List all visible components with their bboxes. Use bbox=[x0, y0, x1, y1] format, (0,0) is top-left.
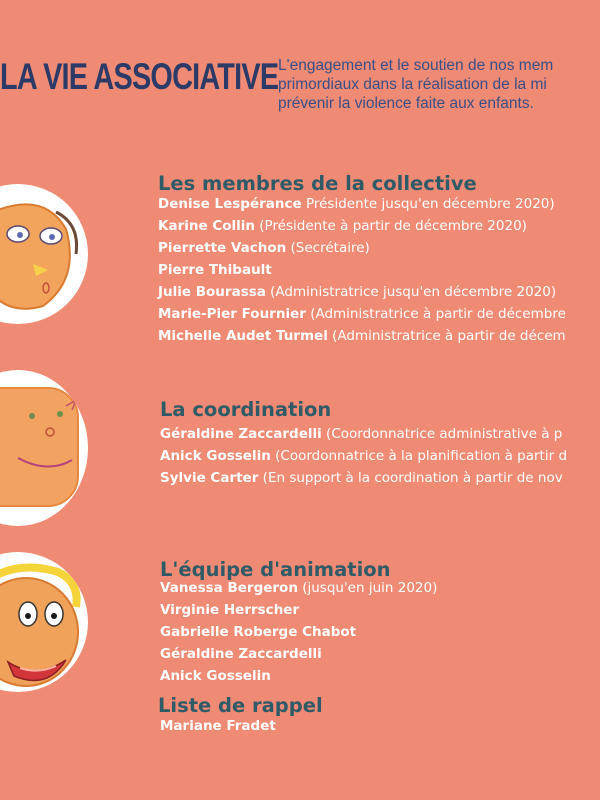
member-name: Virginie Herrscher bbox=[160, 602, 300, 618]
member-name: Julie Bourassa bbox=[158, 284, 266, 300]
list-item bbox=[160, 577, 437, 599]
list-item bbox=[158, 325, 566, 347]
intro-text bbox=[278, 56, 600, 113]
face-drawing-3-svg bbox=[0, 552, 88, 692]
member-name: Sylvie Carter bbox=[160, 470, 259, 486]
section-coordination bbox=[160, 398, 567, 489]
face-drawing-1-svg bbox=[0, 184, 88, 324]
member-role: Présidente jusqu'en décembre 2020) bbox=[301, 196, 555, 212]
list-item bbox=[160, 423, 567, 445]
child-drawing-face-2 bbox=[0, 370, 88, 526]
list-item bbox=[160, 715, 323, 737]
child-drawing-face-1 bbox=[0, 184, 88, 324]
member-role: (Présidente à partir de décembre 2020) bbox=[255, 218, 527, 234]
list-item bbox=[160, 665, 437, 687]
member-name: Marie-Pier Fournier bbox=[158, 306, 306, 322]
intro-line: L'engagement et le soutien de nos mem bbox=[278, 57, 554, 74]
intro-line: prévenir la violence faite aux enfants. bbox=[278, 95, 534, 112]
member-name: Anick Gosselin bbox=[160, 448, 271, 464]
member-name: Pierre Thibault bbox=[158, 262, 272, 278]
list-item bbox=[158, 303, 566, 325]
member-role: (Secrétaire) bbox=[286, 240, 370, 256]
list-item bbox=[160, 467, 567, 489]
member-name: Karine Collin bbox=[158, 218, 255, 234]
list-item bbox=[158, 281, 566, 303]
section-title: Liste de rappel bbox=[158, 694, 323, 717]
list-item bbox=[160, 445, 567, 467]
member-name: Gabrielle Roberge Chabot bbox=[160, 624, 357, 640]
member-role: (Administratrice jusqu'en décembre 2020) bbox=[265, 284, 557, 300]
child-drawing-face-3 bbox=[0, 552, 88, 692]
member-name: Mariane Fradet bbox=[160, 718, 276, 734]
member-role: (Coordonnatrice administrative à p bbox=[321, 426, 563, 442]
member-name: Vanessa Bergeron bbox=[160, 580, 298, 596]
section-title: La coordination bbox=[160, 398, 332, 421]
list-item bbox=[158, 215, 566, 237]
list-item bbox=[160, 621, 437, 643]
intro-line: primordiaux dans la réalisation de la mi bbox=[278, 76, 547, 93]
section-title: L'équipe d'animation bbox=[160, 558, 391, 581]
list-item bbox=[158, 193, 566, 215]
member-role: (Administratrice à partir de décembre bbox=[305, 306, 566, 322]
member-name: Géraldine Zaccardelli bbox=[160, 426, 322, 442]
section-collective bbox=[158, 172, 566, 347]
page-title: LA VIE ASSOCIATIVE bbox=[0, 56, 279, 97]
member-role: (jusqu'en juin 2020) bbox=[297, 580, 438, 596]
member-role: (Coordonnatrice à la planification à partir d bbox=[270, 448, 568, 464]
member-name: Anick Gosselin bbox=[160, 668, 271, 684]
list-item bbox=[160, 599, 437, 621]
list-item bbox=[158, 259, 566, 281]
section-animation bbox=[160, 558, 437, 687]
face-drawing-2-svg bbox=[0, 370, 88, 526]
member-name: Michelle Audet Turmel bbox=[158, 328, 328, 344]
list-item bbox=[158, 237, 566, 259]
member-role: (Administratrice à partir de décem bbox=[327, 328, 566, 344]
member-name: Géraldine Zaccardelli bbox=[160, 646, 322, 662]
member-name: Denise Lespérance bbox=[158, 196, 302, 212]
section-title: Les membres de la collective bbox=[158, 172, 477, 195]
member-role: (En support à la coordination à partir de nov bbox=[258, 470, 563, 486]
member-name: Pierrette Vachon bbox=[158, 240, 287, 256]
list-item bbox=[160, 643, 437, 665]
section-rappel bbox=[158, 694, 323, 737]
